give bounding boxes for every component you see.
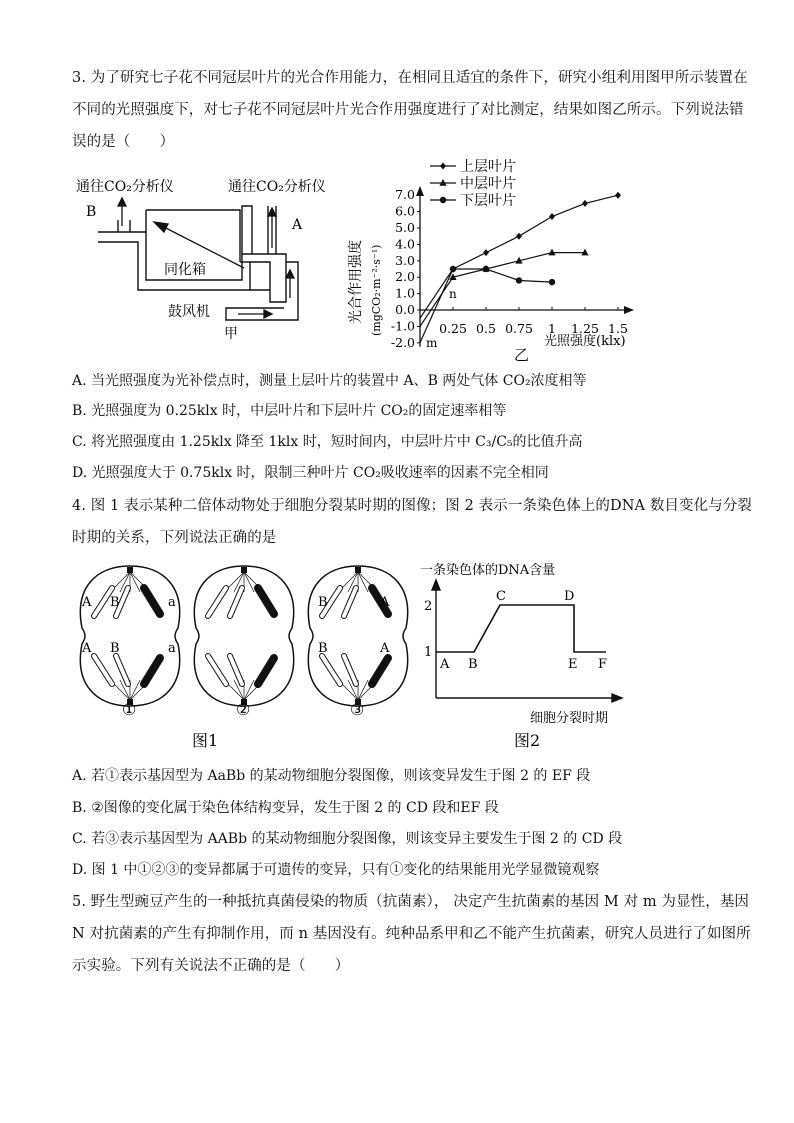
apparatus-port-a: A — [292, 217, 303, 233]
gene-label: B — [110, 595, 120, 610]
cell-number: ② — [236, 700, 251, 719]
chart-ylabel: 光合作用强度 — [348, 240, 364, 324]
chart-data-point — [582, 200, 588, 207]
chart-xlabel: 光照强度(klx) — [544, 334, 626, 349]
fig2-point-e: E — [568, 657, 578, 672]
chart-xtick-label: 0.5 — [476, 321, 496, 336]
chart-ytick-label: 6.0 — [395, 203, 415, 219]
fig2-ylabel: 一条染色体的DNA含量 — [420, 563, 556, 578]
chart-legend — [430, 158, 516, 209]
chart-xtick-label: 1.5 — [608, 321, 628, 336]
chromosome — [372, 658, 388, 684]
spindle-fiber — [130, 680, 140, 700]
chart-data-point — [483, 266, 489, 272]
chart-series-line — [420, 269, 552, 318]
chart-point-label-m: m — [426, 335, 438, 350]
q3-stem-line-2: 不同的光照强度下，对七子花不同冠层叶片光合作用强度进行了对比测定，结果如图乙所示。下列说法错 — [72, 102, 744, 118]
gene-label: B — [318, 595, 328, 610]
q4-stem-line-1: 4. 图 1 表示某种二倍体动物处于细胞分裂某时期的图像；图 2 表示一条染色体上的DNA 数目变化与分裂 — [72, 498, 753, 514]
chart-legend-label: 上层叶片 — [460, 159, 516, 175]
chromosome-fill — [208, 588, 226, 616]
q3-option-b: B. 光照强度为 0.25klx 时，中层叶片和下层叶片 CO₂的固定速率相等 — [72, 403, 507, 419]
chromosome-fill — [344, 588, 356, 616]
chart-caption: 乙 — [514, 346, 530, 364]
fig2-ytick-1: 1 — [424, 645, 433, 660]
chart-data-point — [549, 279, 555, 285]
gene-label: A — [82, 641, 92, 656]
apparatus-port-b: B — [86, 204, 97, 220]
cell-division-figure — [72, 558, 412, 758]
chromosome-fill — [116, 656, 128, 684]
apparatus-label-right: 通往CO₂分析仪 — [228, 179, 326, 195]
spindle-fiber — [130, 572, 140, 592]
chart-legend-marker — [439, 179, 446, 186]
chart-ytick-label: 2.0 — [395, 269, 415, 285]
chromosome — [258, 658, 274, 684]
apparatus-box-label: 同化箱 — [164, 262, 206, 278]
chart-xtick-label: 1.25 — [571, 321, 599, 336]
gene-label: B — [318, 641, 328, 656]
q3-option-d: D. 光照强度大于 0.75klx 时，限制三种叶片 CO₂吸收速率的因素不完全相同 — [72, 465, 549, 481]
q4-option-a: A. 若①表示基因型为 AaBb 的某动物细胞分裂图像，则该变异发生于图 2 的 EF 段 — [72, 768, 591, 784]
cell-number: ③ — [350, 700, 365, 719]
chart-data-point — [516, 277, 522, 283]
chart-xtick-label: 0.25 — [439, 321, 467, 336]
q3-stem-line-1: 3. 为了研究七子花不同冠层叶片的光合作用能力，在相同且适宜的条件下，研究小组利用图甲所示装置在 — [72, 70, 748, 86]
spindle-fiber — [358, 680, 368, 700]
q5-stem-line-2: N 对抗菌素的产生有抑制作用，而 n 基因没有。纯种品系甲和乙不能产生抗菌素，研究人员进行了如图所 — [72, 926, 751, 942]
chart-ytick-label: -1.0 — [390, 318, 415, 334]
chart-data-point — [450, 266, 456, 272]
chart-ytick-label: 0.0 — [395, 302, 415, 317]
fig2-ytick-2: 2 — [424, 599, 433, 614]
spindle-fiber — [244, 680, 254, 700]
chart-ytick-label: 4.0 — [395, 236, 415, 252]
fig1-caption: 图1 — [192, 731, 219, 750]
gene-label: a — [168, 595, 176, 610]
q4-option-d: D. 图 1 中①②③的变异都属于可遗传的变异，只有①变化的结果能用光学显微镜观察 — [72, 862, 600, 878]
chart-data-point — [615, 192, 621, 199]
q4-stem-line-2: 时期的关系，下列说法正确的是 — [72, 530, 277, 546]
q3-option-c: C. 将光照强度由 1.25klx 降至 1klx 时，短时间内，中层叶片中 C₃/C₅的比值升高 — [72, 434, 583, 450]
chromosome-fill — [208, 656, 226, 684]
gene-label: A — [82, 595, 92, 610]
chart-x-axis-arrow — [624, 306, 634, 314]
dna-content-graph — [418, 556, 648, 756]
chart-legend-marker — [440, 163, 446, 170]
q4-option-b: B. ②图像的变化属于染色体结构变异，发生于图 2 的 CD 段和EF 段 — [72, 800, 499, 816]
chart-ytick-label: -2.0 — [390, 334, 415, 350]
fig2-curve — [436, 605, 606, 652]
chromosome-fill — [230, 656, 242, 684]
apparatus-blower-label: 鼓风机 — [168, 304, 210, 320]
fig2-point-d: D — [564, 589, 575, 604]
spindle-fiber — [244, 572, 254, 592]
chart-series-line — [420, 253, 585, 327]
apparatus-flow-arrows — [118, 198, 294, 318]
apparatus-caption: 甲 — [224, 326, 238, 342]
q3-stem-line-3: 误的是（ ） — [72, 134, 175, 150]
chart-data-point — [516, 233, 522, 240]
fig2-point-c: C — [496, 589, 506, 604]
chromosome-fill — [344, 656, 356, 684]
photosynthesis-chart — [342, 150, 652, 370]
chromosome — [144, 658, 160, 684]
cell-3 — [308, 566, 407, 706]
chromosome-fill — [230, 588, 242, 616]
q5-stem-line-1: 5. 野生型豌豆产生的一种抵抗真菌侵染的物质（抗菌素）， 决定产生抗菌素的基因 M 对 m 为显性，基因 — [72, 894, 750, 910]
apparatus-label-left: 通往CO₂分析仪 — [76, 179, 174, 195]
chart-xtick-label: 0.75 — [505, 321, 533, 336]
fig2-xlabel: 细胞分裂时期 — [530, 711, 609, 726]
gene-label: A — [380, 595, 390, 610]
chromosome — [144, 588, 160, 614]
chart-y-axis-arrow — [416, 186, 424, 196]
cell-1 — [80, 566, 179, 706]
chart-legend-marker — [440, 197, 446, 203]
chromosome-fill — [322, 656, 340, 684]
fig2-caption: 图2 — [514, 731, 541, 750]
chart-ytick-label: 7.0 — [395, 187, 415, 203]
chart-ytick-label: 5.0 — [395, 220, 415, 235]
chromosome-fill — [94, 656, 112, 684]
fig2-point-f: F — [598, 657, 608, 672]
fig2-point-b: B — [468, 657, 478, 672]
gene-label: a — [168, 641, 176, 656]
chart-data-point — [549, 213, 555, 220]
q4-option-c: C. 若③表示基因型为 AABb 的某动物细胞分裂图像，则该变异主要发生于图 2 的 CD 段 — [72, 831, 623, 847]
cell-2 — [194, 566, 293, 706]
chart-data-point — [483, 249, 489, 256]
q3-option-a: A. 当光照强度为光补偿点时，测量上层叶片的装置中 A、B 两处气体 CO₂浓度相等 — [72, 373, 587, 389]
chart-ytick-label: 1.0 — [395, 285, 415, 301]
cell-number: ① — [122, 700, 137, 719]
spindle-fiber — [358, 572, 368, 592]
apparatus-diagram — [72, 162, 352, 352]
chart-xtick-label: 1 — [548, 321, 556, 336]
chart-legend-label: 下层叶片 — [460, 193, 516, 209]
chart-ytick-label: 3.0 — [395, 252, 415, 268]
chart-legend-label: 中层叶片 — [460, 176, 516, 192]
chart-yunit: (mgCO₂·m⁻²·s⁻¹) — [370, 244, 383, 336]
chart-point-label-n: n — [449, 287, 457, 301]
q5-stem-line-3: 示实验。下列有关说法不正确的是（ ） — [72, 958, 350, 974]
fig2-point-a: A — [440, 657, 450, 672]
gene-label: B — [110, 641, 120, 656]
chromosome — [258, 588, 274, 614]
gene-label: A — [380, 641, 390, 656]
